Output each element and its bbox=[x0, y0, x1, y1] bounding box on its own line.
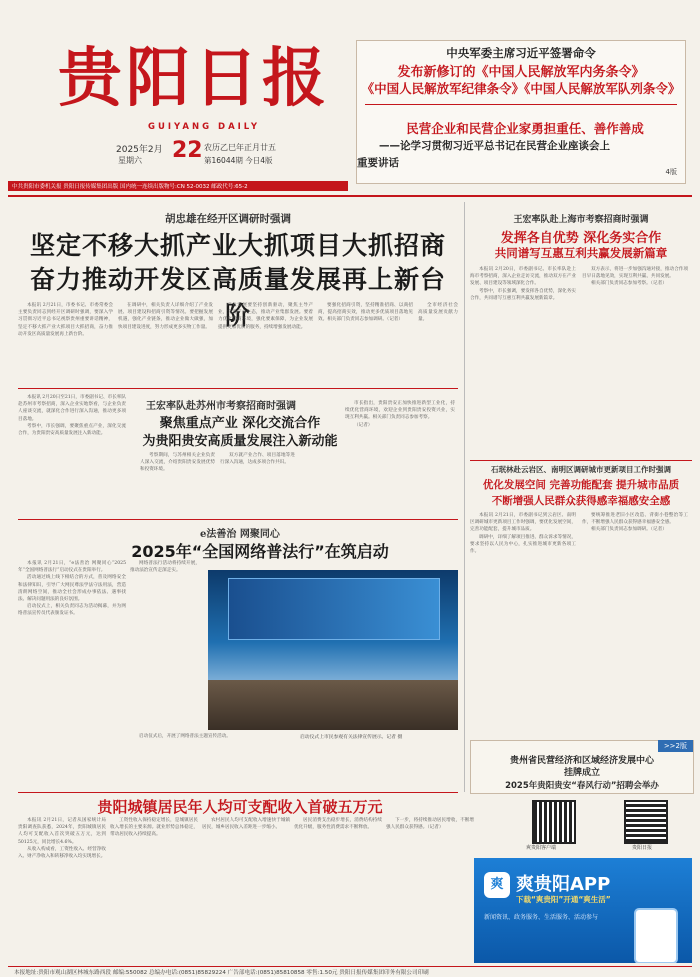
app-banner[interactable] bbox=[474, 858, 692, 963]
qr-code-2[interactable] bbox=[624, 800, 668, 844]
masthead-title: 贵阳日报 bbox=[58, 41, 330, 116]
app-name: 爽贵阳APP bbox=[516, 874, 611, 895]
lead-body-3: 产业发展要坚持创新驱动，聚焦主导产业，完善产业生态，推动产业集群发展。要着力优化营商环境，强化要素保障，为企业发展提供更加优质的服务，持续增强发展动能。 bbox=[218, 303, 313, 330]
app-line1: 下载“爽贵阳”开通“爽生活” bbox=[516, 895, 611, 904]
issue-date: 2025年2月 bbox=[116, 145, 163, 155]
lead-body-1: 本报讯 2月21日，市委书记、市委常委会主要负责同志到经开区调研时强调，要深入学习贯彻习近平总书记视察贵州重要讲话精神，坚定不移大抓产业大抓项目大抓招商，奋力推动开发区高质量发展再上新台阶。 bbox=[18, 303, 113, 337]
promo-box[interactable] bbox=[470, 740, 694, 794]
story2-kicker: 王宏率队赴苏州市考察招商时强调 bbox=[146, 401, 296, 412]
photo-caption: 启动仪式上市民参观有关法律宣传展示。记者 摄 bbox=[300, 735, 403, 740]
promo-line1: 贵州省民营经济和区域经济发展中心 bbox=[509, 756, 654, 766]
masthead bbox=[8, 28, 348, 178]
top-right-sub2b: 重要讲话 bbox=[357, 157, 399, 169]
left-col-body: 本报讯 2月20日至21日，市委副书记、市长率队赴苏州市考察招商，深入企业实地察看，与企业负责人座谈交流，就深化合作进行深入沟通，推动更多项目落地。 考察中，市长强调，要聚焦重点产业，深化交流合作，为贵阳贵安高质量发展注入新动能。 bbox=[18, 395, 126, 437]
story3-photo bbox=[208, 570, 458, 730]
info-bar-text: 中共贵阳市委机关报 贵阳日报传媒集团出版 国内统一连续出版物号:CN 52-0032 邮政代号:65-2 bbox=[12, 184, 248, 190]
right-column-separator bbox=[464, 202, 465, 792]
story3-body-2: 网络普法行活动将持续开展，推动法治宣传走深走实。 bbox=[130, 561, 200, 574]
divider-bottom bbox=[18, 792, 458, 793]
lead-body-5: 全市经济社会高质量发展贡献力量。 bbox=[418, 303, 458, 323]
story2-body-1: 考察期间，与苏州相关企业负责人深入交流，介绍贵阳贵安发展优势和投资环境。 bbox=[140, 453, 215, 473]
right1-body-2: 双方表示，将进一步加强沟通对接，推动合作项目早日落地见效，实现互利共赢、共同发展。 相关部门负责同志参加考察。（记者） bbox=[582, 267, 688, 287]
right2-title-2: 不断增强人民群众获得感幸福感安全感 bbox=[491, 495, 671, 507]
issue-number: 第16044期 今日4版 bbox=[204, 156, 273, 165]
bottom-body-2: 工资性收入保持稳定增长，是城镇居民收入增长的主要来源。就业形势总体稳定，带动居民收入持续提高。 bbox=[110, 818, 198, 838]
bottom-body-3: 农村居民人均可支配收入增速快于城镇居民，城乡居民收入差距进一步缩小。 bbox=[202, 818, 290, 831]
top-right-sub2: ——论学习贯彻习近平总书记在民营企业座谈会上 bbox=[379, 140, 610, 152]
story3-body-1: 本报讯 2月21日，“e法善治 网聚同心”2025年“全国网络普法行”启动仪式在贵阳举行。 活动通过线上线下相结合的方式，普及网络安全和法律知识，引导广大网民尊法学法守法用法，营造清朗网络空间，推动全社会形成办事依法、遇事找法、解决问题用法的良好氛围。 启动仪式上，相关负责同志为活动揭幕，并为网络普法宣传员代表颁发证书。 bbox=[18, 561, 126, 617]
story2-title-1: 聚焦重点产业 深化交流合作 bbox=[159, 416, 321, 431]
top-right-line1: 发布新修订的《中国人民解放军内务条令》 bbox=[397, 65, 645, 80]
lead-body-2: 在调研中，相关负责人详细介绍了产业发展、项目建设和招商引资等情况。要把握发展机遇，强化产业链条，推动企业做大做强，加快项目建设进度，努力形成更多实物工作量。 bbox=[118, 303, 213, 330]
app-phone bbox=[634, 908, 678, 963]
right1-title-1: 发挥各自优势 深化务实合作 bbox=[500, 231, 662, 246]
top-right-kicker: 中央军委主席习近平签署命令 bbox=[446, 46, 596, 60]
issue-lunar: 农历乙巳年正月廿五 bbox=[204, 143, 276, 152]
photo-crowd bbox=[208, 680, 458, 730]
bottom-body-1: 本报讯 2月21日，记者从国家统计局贵阳调查队获悉，2024年，贵阳城镇居民人均可支配收入首次突破五万元，达到50125元，同比增长4.6%。 从收入构成看，工资性收入、经营净收入、财产净收入和转移净收入均实现增长。 bbox=[18, 818, 106, 860]
right1-title-2: 共同谱写互惠互利共赢发展新篇章 bbox=[494, 246, 668, 260]
story3-body-3: 启动仪式后，开展了网络普法主题宣传活动。 bbox=[139, 734, 231, 739]
story3-kicker: e法善治 网聚同心 bbox=[200, 529, 280, 540]
top-right-line2: 《中国人民解放军纪律条令》《中国人民解放军队列条令》 bbox=[361, 81, 681, 96]
lead-title-2: 奋力推动开发区高质量发展再上新台阶 bbox=[29, 265, 446, 330]
top-right-box bbox=[356, 40, 686, 184]
right2-body-1: 本报讯 2月21日，市委副书记到云岩区、南明区调研城市更新项目工作时强调，要优化发展空间，完善功能配套，提升城市品质。 调研中，详细了解项目推进、群众诉求等情况，要求坚持以人民为中心，扎实推进城市更新各项工作。 bbox=[470, 513, 576, 555]
qr-code-1[interactable] bbox=[532, 800, 576, 844]
bottom-body-5: 下一步，将持续推动居民增收，不断增强人民群众获得感。（记者） bbox=[386, 818, 474, 831]
issue-day: 22 bbox=[172, 138, 203, 163]
bottom-story-title: 贵阳城镇居民年人均可支配收入首破五万元 bbox=[97, 798, 383, 816]
lead-body-4: 要强化招商引资，坚持精准招商、以商招商，提高招商实效，推动更多优质项目落地见效。相关部门负责同志参加调研。（记者） bbox=[318, 303, 413, 323]
top-right-page-ref[interactable]: 4版 bbox=[665, 168, 677, 176]
right2-body-2: 要统筹推进老旧小区改造、背街小巷整治等工作，不断增强人民群众获得感幸福感安全感。 相关部门负责同志参加调研。（记者） bbox=[582, 513, 688, 533]
promo-page-label: >>2版 bbox=[658, 740, 693, 752]
info-bar bbox=[8, 181, 348, 191]
story2-body-3: 市长指出，贵阳贵安正加快推进新型工业化，持续优化营商环境，欢迎企业到贵阳贵安投资兴业，实现互利共赢。相关部门负责同志参加考察。 （记者） bbox=[345, 401, 455, 428]
footer-rule bbox=[8, 966, 692, 967]
right1-body-1: 本报讯 2月20日，市委副书记、市长率队赴上海市考察招商，深入企业走访交流，推动双方在产业发展、项目建设等领域深化合作。 考察中，市长强调，要发挥各自优势，深化务实合作，共同谱写互惠互利共赢发展新篇章。 bbox=[470, 267, 576, 301]
story2-title-2: 为贵阳贵安高质量发展注入新动能 bbox=[142, 434, 338, 449]
qr-label-1: 爽贵阳客户端 bbox=[526, 845, 557, 851]
divider-right2 bbox=[470, 460, 692, 461]
photo-screen bbox=[228, 578, 440, 640]
promo-line2: 2025年贵阳贵安“春风行动”招聘会举办 bbox=[505, 781, 659, 791]
divider-story3 bbox=[18, 519, 458, 520]
story3-title: 2025年“全国网络普法行”在筑启动 bbox=[131, 542, 389, 561]
lead-kicker: 胡忠雄在经开区调研时强调 bbox=[165, 213, 291, 225]
qr-label-2: 贵阳日报 bbox=[632, 845, 653, 851]
promo-line1b: 挂牌成立 bbox=[563, 768, 600, 778]
masthead-rule bbox=[8, 195, 692, 197]
right1-kicker: 王宏率队赴上海市考察招商时强调 bbox=[513, 215, 649, 225]
top-right-head2: 民营企业和民营企业家勇担重任、善作善成 bbox=[406, 121, 644, 136]
divider-lead bbox=[18, 388, 458, 389]
bottom-body-4: 居民消费支出稳步增长，消费结构持续优化升级，服务性消费需求不断释放。 bbox=[294, 818, 382, 831]
lead-title-1: 坚定不移大抓产业大抓项目大抓招商 bbox=[29, 231, 446, 260]
story2-body-2: 双方就产业合作、项目落地等进行深入沟通，达成多项合作共识。 bbox=[220, 453, 295, 466]
right2-kicker: 石珉林赴云岩区、南明区调研城市更新项目工作时强调 bbox=[491, 465, 671, 474]
masthead-pinyin: GUIYANG DAILY bbox=[148, 122, 261, 132]
right2-title-1: 优化发展空间 完善功能配套 提升城市品质 bbox=[482, 479, 680, 491]
app-line2: 新闻资讯、政务服务、生活服务、活动参与 bbox=[484, 914, 599, 921]
app-logo-icon: 爽 bbox=[484, 872, 510, 898]
issue-weekday: 星期六 bbox=[118, 156, 142, 165]
footer-text: 本报地址:贵阳市观山湖区林城东路西段 邮编:550082 总编办电话:(0851)85829224 广告部电话:(0851)85810858 零售:1.50元 贵阳日报传媒集团印务有限公司印刷 bbox=[14, 970, 429, 976]
top-right-divider bbox=[365, 104, 677, 105]
